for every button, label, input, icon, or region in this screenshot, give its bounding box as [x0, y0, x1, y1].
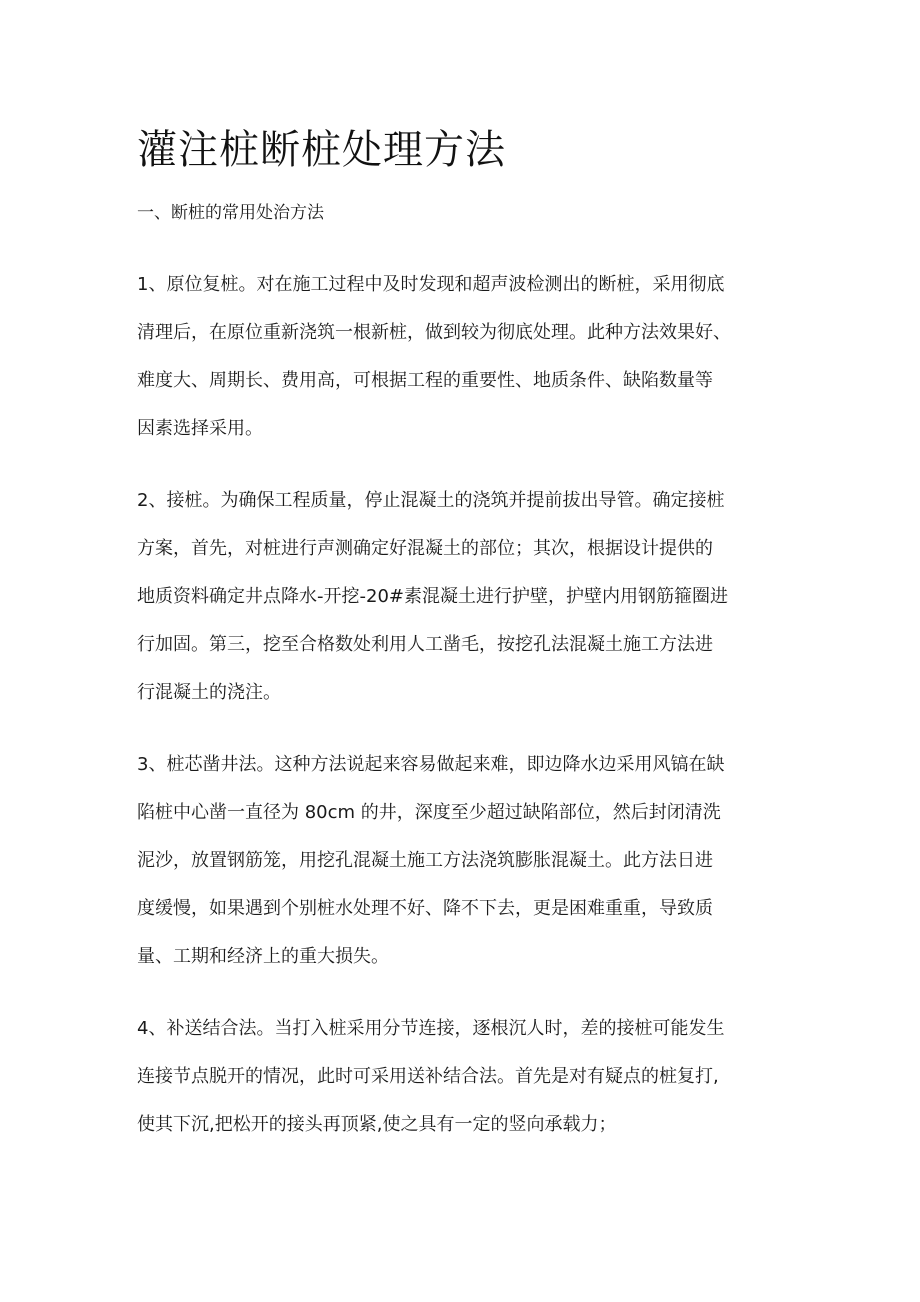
document-title: 灌注桩断桩处理方法 [137, 127, 506, 173]
paragraph-line: 2、接桩。为确保工程质量，停止混凝土的浇筑并提前拔出导管。确定接桩 [137, 490, 725, 511]
paragraph-pile-splicing [137, 477, 787, 717]
paragraph-line: 4、补送结合法。当打入桩采用分节连接，逐根沉人时，差的接桩可能发生 [137, 1018, 725, 1039]
paragraph-line: 行加固。第三，挖至合格数处利用人工凿毛，按挖孔法混凝土施工方法进 [137, 634, 713, 655]
paragraph-in-situ-repile [137, 261, 787, 453]
paragraph-line: 方案，首先，对桩进行声测确定好混凝土的部位；其次，根据设计提供的 [137, 538, 713, 559]
paragraph-line: 泥沙，放置钢筋笼，用挖孔混凝土施工方法浇筑膨胀混凝土。此方法日进 [137, 850, 713, 871]
paragraph-line: 3、桩芯凿井法。这种方法说起来容易做起来难，即边降水边采用风镐在缺 [137, 754, 725, 775]
paragraph-line: 地质资料确定井点降水-开挖-20#素混凝土进行护壁，护壁内用钢筋箍圈进 [137, 586, 728, 607]
paragraph-line: 难度大、周期长、费用高，可根据工程的重要性、地质条件、缺陷数量等 [137, 370, 713, 391]
paragraph-line: 1、原位复桩。对在施工过程中及时发现和超声波检测出的断桩，采用彻底 [137, 274, 725, 295]
paragraph-line: 度缓慢，如果遇到个别桩水处理不好、降不下去，更是困难重重，导致质 [137, 898, 713, 919]
paragraph-combined-driving [137, 1005, 787, 1149]
paragraph-line: 使其下沉,把松开的接头再顶紧,使之具有一定的竖向承载力； [137, 1114, 617, 1135]
paragraph-line: 清理后，在原位重新浇筑一根新桩，做到较为彻底处理。此种方法效果好、 [137, 322, 731, 343]
paragraph-core-well-method [137, 741, 787, 981]
paragraph-line: 陷桩中心凿一直径为 80cm 的井，深度至少超过缺陷部位，然后封闭清洗 [137, 802, 721, 823]
paragraph-line: 量、工期和经济上的重大损失。 [137, 946, 389, 967]
paragraph-line: 行混凝土的浇注。 [137, 682, 281, 703]
paragraph-line: 因素选择采用。 [137, 418, 263, 439]
section-heading: 一、断桩的常用处治方法 [137, 203, 324, 223]
paragraph-line: 连接节点脱开的情况，此时可采用送补结合法。首先是对有疑点的桩复打, [137, 1066, 719, 1087]
